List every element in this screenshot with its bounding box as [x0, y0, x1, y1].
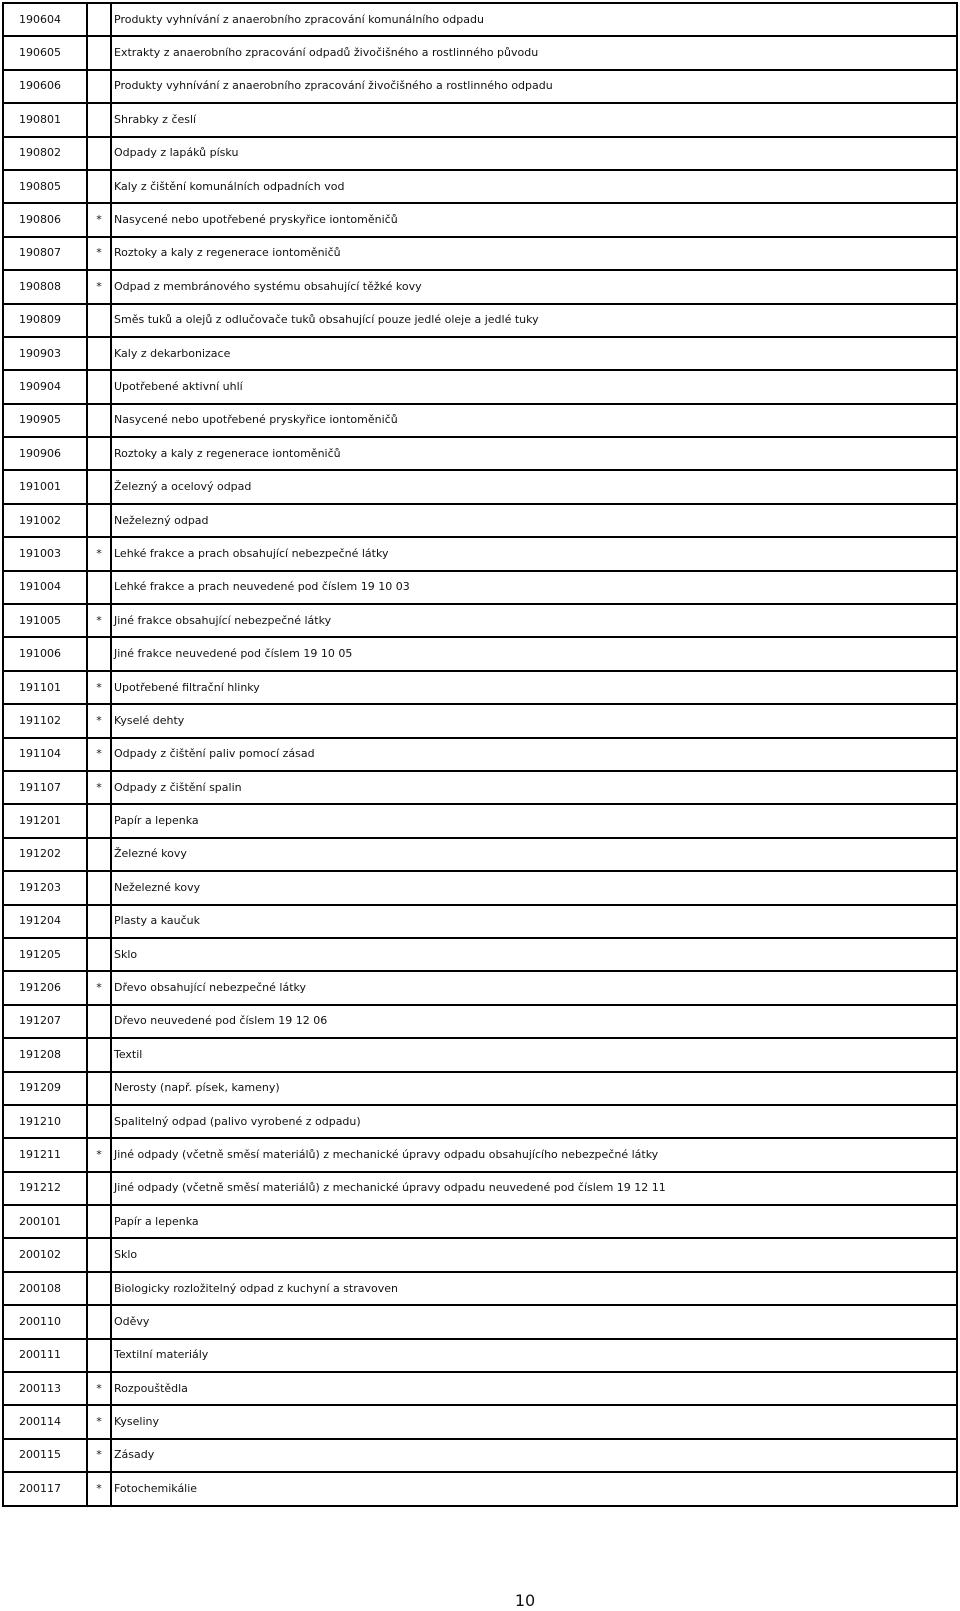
hazardous-flag-cell [87, 1172, 111, 1205]
waste-code-cell: 191203 [3, 871, 87, 904]
table-row [3, 1072, 957, 1105]
hazardous-flag-cell [87, 905, 111, 938]
table-row [3, 738, 957, 771]
hazardous-flag-cell [87, 3, 111, 36]
table-row [3, 637, 957, 670]
waste-description-cell: Nerosty (např. písek, kameny) [111, 1072, 957, 1105]
table-row [3, 1305, 957, 1338]
waste-code-cell: 190605 [3, 36, 87, 69]
table-row [3, 370, 957, 403]
table-row [3, 203, 957, 236]
waste-code-cell: 200113 [3, 1372, 87, 1405]
hazardous-flag-cell [87, 170, 111, 203]
table-row [3, 905, 957, 938]
waste-description-cell: Neželezné kovy [111, 871, 957, 904]
waste-code-cell: 191211 [3, 1138, 87, 1171]
hazardous-flag-cell [87, 1072, 111, 1105]
waste-code-cell: 190904 [3, 370, 87, 403]
waste-code-cell: 191107 [3, 771, 87, 804]
waste-code-cell: 191004 [3, 571, 87, 604]
hazardous-flag-cell [87, 304, 111, 337]
waste-description-cell: Textilní materiály [111, 1339, 957, 1372]
hazardous-flag-cell [87, 838, 111, 871]
hazardous-flag-cell: * [87, 1472, 111, 1505]
waste-description-cell: Biologicky rozložitelný odpad z kuchyní a stravoven [111, 1272, 957, 1305]
hazardous-flag-cell [87, 137, 111, 170]
waste-code-cell: 190903 [3, 337, 87, 370]
hazardous-flag-cell [87, 637, 111, 670]
waste-code-cell: 190801 [3, 103, 87, 136]
waste-code-cell: 191210 [3, 1105, 87, 1138]
table-row [3, 1005, 957, 1038]
hazardous-flag-cell [87, 1005, 111, 1038]
waste-description-cell: Rozpouštědla [111, 1372, 957, 1405]
hazardous-flag-cell [87, 437, 111, 470]
waste-description-cell: Shrabky z česlí [111, 103, 957, 136]
table-row [3, 470, 957, 503]
waste-description-cell: Dřevo neuvedené pod číslem 19 12 06 [111, 1005, 957, 1038]
waste-code-cell: 191001 [3, 470, 87, 503]
table-row [3, 1405, 957, 1438]
table-row [3, 170, 957, 203]
table-row [3, 137, 957, 170]
table-row [3, 404, 957, 437]
table-row [3, 1339, 957, 1372]
table-row [3, 1172, 957, 1205]
waste-code-cell: 200108 [3, 1272, 87, 1305]
waste-description-cell: Fotochemikálie [111, 1472, 957, 1505]
waste-code-cell: 191104 [3, 738, 87, 771]
hazardous-flag-cell [87, 938, 111, 971]
waste-code-cell: 190805 [3, 170, 87, 203]
waste-description-cell: Extrakty z anaerobního zpracování odpadů živočišného a rostlinného původu [111, 36, 957, 69]
waste-description-cell: Upotřebené filtrační hlinky [111, 671, 957, 704]
waste-description-cell: Železný a ocelový odpad [111, 470, 957, 503]
table-row [3, 1138, 957, 1171]
table-row [3, 704, 957, 737]
waste-code-cell: 191206 [3, 971, 87, 1004]
waste-code-cell: 191006 [3, 637, 87, 670]
waste-code-cell: 200110 [3, 1305, 87, 1338]
waste-code-cell: 191205 [3, 938, 87, 971]
table-row [3, 1439, 957, 1472]
waste-description-cell: Roztoky a kaly z regenerace iontoměničů [111, 437, 957, 470]
table-row [3, 1105, 957, 1138]
waste-code-cell: 191101 [3, 671, 87, 704]
table-row [3, 270, 957, 303]
hazardous-flag-cell [87, 70, 111, 103]
waste-description-cell: Kaly z čištění komunálních odpadních vod [111, 170, 957, 203]
hazardous-flag-cell: * [87, 537, 111, 570]
hazardous-flag-cell [87, 871, 111, 904]
hazardous-flag-cell: * [87, 1372, 111, 1405]
waste-code-cell: 200115 [3, 1439, 87, 1472]
waste-description-cell: Plasty a kaučuk [111, 905, 957, 938]
waste-description-cell: Kyselé dehty [111, 704, 957, 737]
hazardous-flag-cell: * [87, 1138, 111, 1171]
hazardous-flag-cell: * [87, 671, 111, 704]
table-row [3, 537, 957, 570]
waste-description-cell: Upotřebené aktivní uhlí [111, 370, 957, 403]
waste-code-cell: 191102 [3, 704, 87, 737]
waste-code-cell: 200111 [3, 1339, 87, 1372]
hazardous-flag-cell [87, 1238, 111, 1271]
waste-description-cell: Nasycené nebo upotřebené pryskyřice iontoměničů [111, 404, 957, 437]
hazardous-flag-cell [87, 1272, 111, 1305]
waste-description-cell: Směs tuků a olejů z odlučovače tuků obsahující pouze jedlé oleje a jedlé tuky [111, 304, 957, 337]
waste-description-cell: Sklo [111, 938, 957, 971]
hazardous-flag-cell [87, 404, 111, 437]
hazardous-flag-cell [87, 370, 111, 403]
table-row [3, 571, 957, 604]
hazardous-flag-cell: * [87, 1439, 111, 1472]
table-row [3, 504, 957, 537]
hazardous-flag-cell: * [87, 1405, 111, 1438]
table-row [3, 103, 957, 136]
waste-description-cell: Spalitelný odpad (palivo vyrobené z odpadu) [111, 1105, 957, 1138]
waste-description-cell: Produkty vyhnívání z anaerobního zpracování živočišného a rostlinného odpadu [111, 70, 957, 103]
waste-description-cell: Kaly z dekarbonizace [111, 337, 957, 370]
waste-code-cell: 190606 [3, 70, 87, 103]
table-row [3, 671, 957, 704]
waste-code-cell: 191207 [3, 1005, 87, 1038]
waste-code-cell: 191209 [3, 1072, 87, 1105]
waste-code-cell: 191005 [3, 604, 87, 637]
hazardous-flag-cell: * [87, 738, 111, 771]
waste-code-cell: 200102 [3, 1238, 87, 1271]
hazardous-flag-cell [87, 337, 111, 370]
waste-code-cell: 191202 [3, 838, 87, 871]
waste-description-cell: Jiné odpady (včetně směsí materiálů) z mechanické úpravy odpadu neuvedené pod číslem 19 12 11 [111, 1172, 957, 1205]
waste-code-cell: 190604 [3, 3, 87, 36]
table-row [3, 337, 957, 370]
hazardous-flag-cell: * [87, 604, 111, 637]
table-row [3, 804, 957, 837]
waste-code-cell: 200117 [3, 1472, 87, 1505]
hazardous-flag-cell [87, 571, 111, 604]
waste-description-cell: Roztoky a kaly z regenerace iontoměničů [111, 237, 957, 270]
hazardous-flag-cell [87, 470, 111, 503]
hazardous-flag-cell [87, 804, 111, 837]
table-row [3, 437, 957, 470]
table-row [3, 1038, 957, 1071]
waste-description-cell: Papír a lepenka [111, 1205, 957, 1238]
hazardous-flag-cell: * [87, 771, 111, 804]
hazardous-flag-cell [87, 504, 111, 537]
hazardous-flag-cell [87, 1339, 111, 1372]
waste-code-cell: 200114 [3, 1405, 87, 1438]
table-body [3, 3, 957, 1506]
table-row [3, 36, 957, 69]
waste-description-cell: Neželezný odpad [111, 504, 957, 537]
waste-description-cell: Jiné odpady (včetně směsí materiálů) z mechanické úpravy odpadu obsahujícího nebezpečné látky [111, 1138, 957, 1171]
hazardous-flag-cell [87, 103, 111, 136]
table-row [3, 1205, 957, 1238]
page-number: 10 [514, 1591, 536, 1610]
waste-description-cell: Odpady z lapáků písku [111, 137, 957, 170]
hazardous-flag-cell [87, 1205, 111, 1238]
waste-code-cell: 191002 [3, 504, 87, 537]
table-row [3, 70, 957, 103]
waste-description-cell: Odpady z čištění paliv pomocí zásad [111, 738, 957, 771]
waste-description-cell: Dřevo obsahující nebezpečné látky [111, 971, 957, 1004]
waste-description-cell: Zásady [111, 1439, 957, 1472]
waste-description-cell: Lehké frakce a prach obsahující nebezpečné látky [111, 537, 957, 570]
waste-description-cell: Kyseliny [111, 1405, 957, 1438]
table-row [3, 3, 957, 36]
table-row [3, 771, 957, 804]
table-row [3, 1372, 957, 1405]
waste-code-cell: 190905 [3, 404, 87, 437]
waste-code-cell: 190806 [3, 203, 87, 236]
hazardous-flag-cell: * [87, 704, 111, 737]
waste-description-cell: Železné kovy [111, 838, 957, 871]
table-row [3, 604, 957, 637]
waste-description-cell: Oděvy [111, 1305, 957, 1338]
table-row [3, 871, 957, 904]
waste-code-cell: 200101 [3, 1205, 87, 1238]
table-row [3, 237, 957, 270]
waste-catalogue-table [2, 2, 958, 1507]
hazardous-flag-cell [87, 1038, 111, 1071]
waste-code-cell: 191212 [3, 1172, 87, 1205]
hazardous-flag-cell [87, 36, 111, 69]
hazardous-flag-cell: * [87, 270, 111, 303]
hazardous-flag-cell: * [87, 203, 111, 236]
table-row [3, 938, 957, 971]
waste-code-cell: 190809 [3, 304, 87, 337]
hazardous-flag-cell: * [87, 971, 111, 1004]
waste-description-cell: Odpady z čištění spalin [111, 771, 957, 804]
waste-code-cell: 191003 [3, 537, 87, 570]
hazardous-flag-cell [87, 1305, 111, 1338]
waste-code-cell: 190807 [3, 237, 87, 270]
waste-description-cell: Jiné frakce neuvedené pod číslem 19 10 05 [111, 637, 957, 670]
hazardous-flag-cell: * [87, 237, 111, 270]
waste-code-cell: 191204 [3, 905, 87, 938]
table-row [3, 1238, 957, 1271]
waste-description-cell: Lehké frakce a prach neuvedené pod číslem 19 10 03 [111, 571, 957, 604]
hazardous-flag-cell [87, 1105, 111, 1138]
waste-description-cell: Papír a lepenka [111, 804, 957, 837]
table-row [3, 971, 957, 1004]
waste-description-cell: Jiné frakce obsahující nebezpečné látky [111, 604, 957, 637]
waste-description-cell: Nasycené nebo upotřebené pryskyřice iontoměničů [111, 203, 957, 236]
waste-code-cell: 190802 [3, 137, 87, 170]
table-row [3, 1472, 957, 1505]
waste-code-cell: 190808 [3, 270, 87, 303]
table-row [3, 304, 957, 337]
waste-description-cell: Odpad z membránového systému obsahující těžké kovy [111, 270, 957, 303]
waste-code-cell: 190906 [3, 437, 87, 470]
waste-code-cell: 191201 [3, 804, 87, 837]
waste-code-cell: 191208 [3, 1038, 87, 1071]
table-row [3, 838, 957, 871]
table-row [3, 1272, 957, 1305]
waste-description-cell: Produkty vyhnívání z anaerobního zpracování komunálního odpadu [111, 3, 957, 36]
waste-description-cell: Sklo [111, 1238, 957, 1271]
waste-description-cell: Textil [111, 1038, 957, 1071]
